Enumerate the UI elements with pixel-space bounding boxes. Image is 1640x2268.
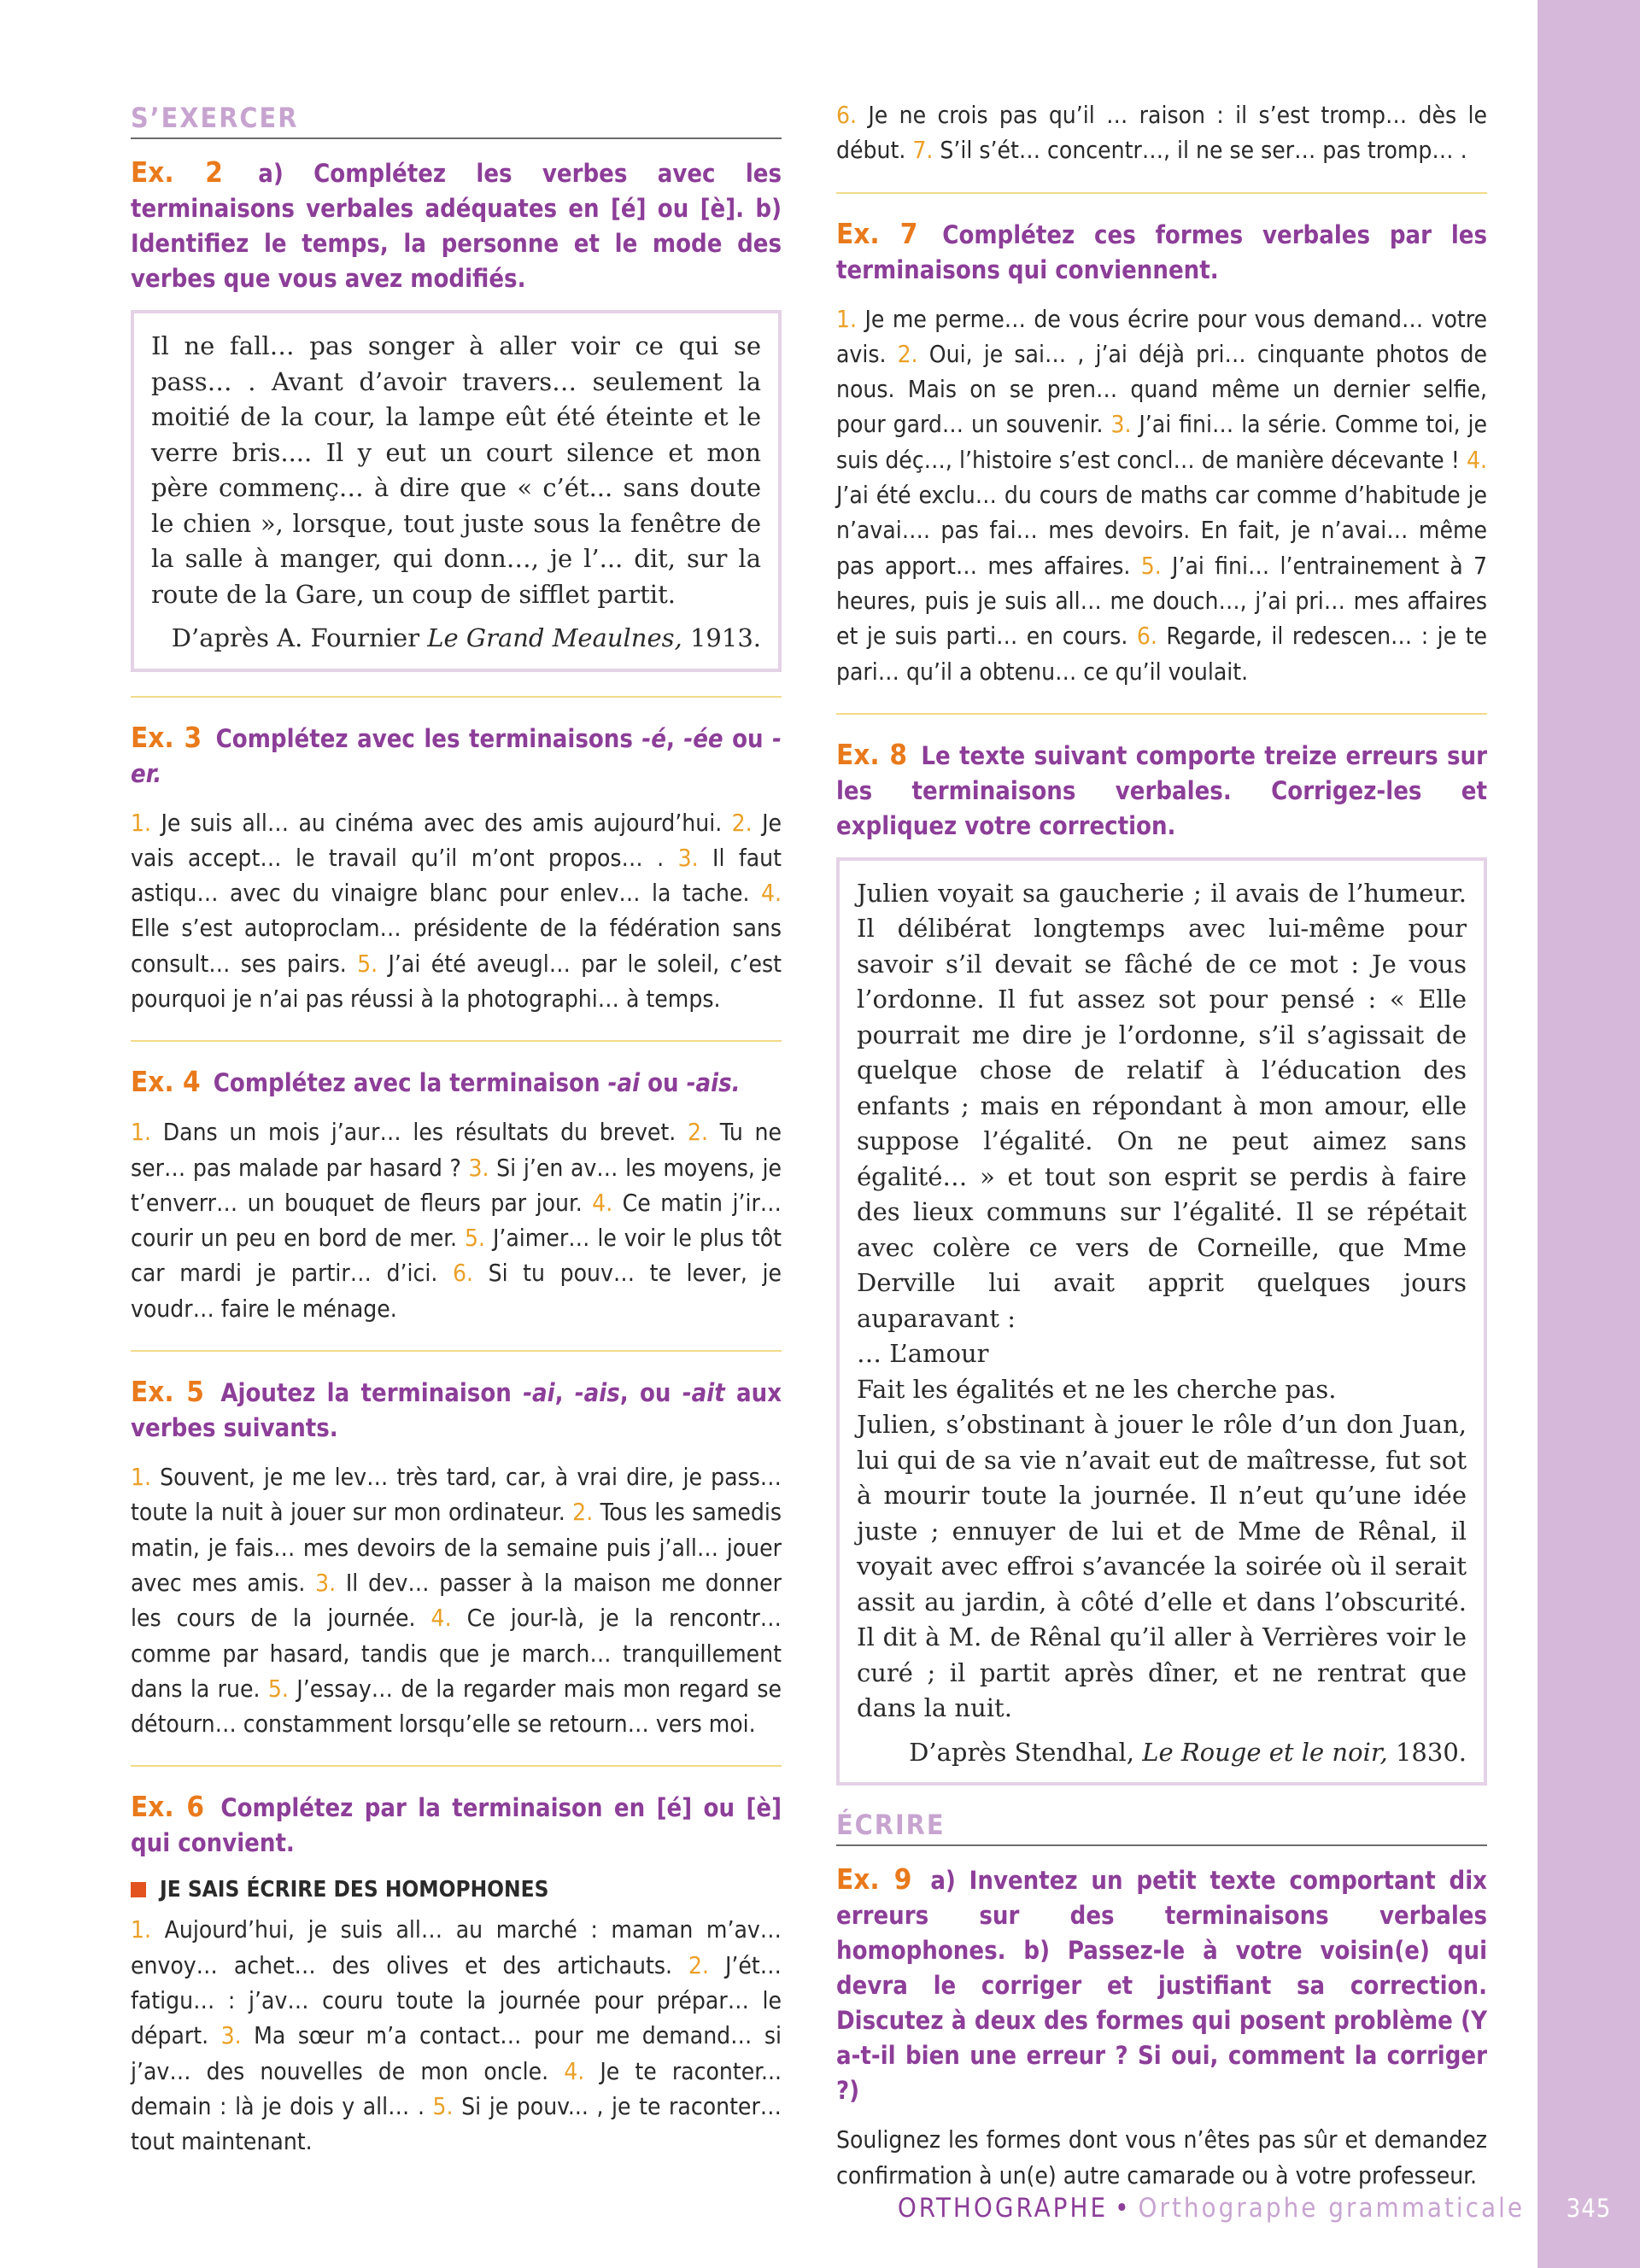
square-bullet-icon — [131, 1882, 146, 1897]
footer — [898, 2191, 1525, 2225]
exercise-8-verse-1: … L’amour — [857, 1339, 989, 1369]
item-text: Si j’en av… les moyens, je t’enverr… un bouquet de fleurs par jour. — [131, 1153, 782, 1217]
item-number: 5. — [432, 2091, 454, 2120]
exercise-7 — [836, 216, 1487, 689]
homophones-label: JE SAIS ÉCRIRE DES HOMOPHONES — [160, 1877, 549, 1903]
exercise-3 — [131, 720, 782, 1017]
exercise-5 — [131, 1374, 782, 1741]
exercise-6-number: Ex. 6 — [131, 1790, 205, 1824]
separator — [836, 713, 1487, 715]
item-number: 3. — [1110, 410, 1132, 439]
footer-bullet: • — [1115, 2193, 1132, 2224]
ending: -ait — [682, 1378, 725, 1408]
section-title-ecrire: ÉCRIRE — [836, 1808, 1487, 1846]
exercise-8-verse-2: Fait les égalités et ne les cherche pas. — [857, 1374, 1337, 1404]
exercise-5-text-end: aux verbes suivants. — [131, 1378, 782, 1443]
exercise-8-quote-box — [836, 857, 1487, 1786]
ending: -ai — [607, 1068, 641, 1098]
exercise-8 — [836, 737, 1487, 1786]
exercise-2-instruction — [131, 155, 782, 296]
item-text: J’ai été exclu… du cours de maths car comme d’habitude je n’avai…. pas fai… mes devoirs. En fait, je n’avai… même pas apport… mes affaires. — [836, 481, 1487, 580]
side-band — [1538, 0, 1640, 2268]
exercise-9-number: Ex. 9 — [836, 1862, 912, 1897]
item-number: 4. — [592, 1188, 613, 1217]
source-year: 1830. — [1387, 1737, 1467, 1767]
item-text: S’il s’ét… concentr…, il ne se ser… pas tromp… . — [933, 136, 1467, 165]
separator-text: , ou — [619, 1378, 682, 1408]
item-text: Souvent, je me lev… très tard, car, à vrai dire, je pass… toute la nuit à jouer sur mon ordinateur. — [131, 1463, 782, 1527]
exercise-3-instruction — [131, 720, 782, 792]
item-text: Tu ne ser… pas malade par hasard ? — [131, 1118, 782, 1182]
separator — [131, 1350, 782, 1352]
exercise-7-instruction — [836, 216, 1487, 288]
item-number: 4. — [1466, 445, 1487, 474]
separator — [131, 696, 782, 698]
item-number: 2. — [731, 808, 753, 837]
item-text: Il faut astiqu… avec du vinaigre blanc pour enlev… la tache. — [131, 843, 782, 908]
item-number: 5. — [1140, 551, 1162, 580]
ending: -ais — [574, 1378, 620, 1408]
separator — [131, 1765, 782, 1767]
exercise-8-quote-paragraph-1: Julien voyait sa gaucherie ; il avais de l’humeur. Il délibérat longtemps avec lui-même pour savoir s’il devait se fâché de ce mot : Je vous l’ordonne. Il fut assez sot pour pensé : « Elle pourrait me dire je l’ordonne, s’il s’agissait de quelque chose de relatif à l’éducation des enfants ; mais en répondant à mon amour, elle suppose l’égalité. On ne peut aimez sans égalité… » et tout son esprit se perdis à faire des lieux communs sur l’égalité. Il se répétait avec colère ce vers de Corneille, que Mme Derville lui avait apprit quelques jours auparavant : — [857, 878, 1467, 1333]
item-number: 2. — [897, 339, 918, 368]
exercise-4 — [131, 1064, 782, 1326]
item-number: 4. — [760, 879, 782, 908]
item-text: Je vais accept… le travail qu’il m’ont propos… . — [131, 808, 782, 872]
exercise-3-number: Ex. 3 — [131, 720, 202, 754]
exercise-8-text: Le texte suivant comporte treize erreurs sur les terminaisons verbales. Corrigez-les et expliquez votre correction. — [836, 740, 1487, 840]
item-text: J’essay… de la regarder mais mon regard se détourn… constamment lorsqu’elle se retourn… vers moi. — [131, 1674, 782, 1739]
exercise-9 — [836, 1862, 1487, 2193]
exercise-2 — [131, 155, 782, 672]
item-number: 4. — [564, 2056, 585, 2085]
item-text: Ce matin j’ir… courir un peu en bord de mer. — [131, 1188, 782, 1253]
separator-text: ou — [723, 723, 773, 753]
item-number: 5. — [267, 1674, 289, 1703]
item-text: J’ai fini… la série. Comme toi, je suis déç…, l’histoire s’est concl… de manière décevante ! — [836, 410, 1488, 474]
exercise-4-text: Complétez avec la terminaison — [213, 1068, 608, 1098]
ending: -é — [641, 723, 666, 753]
ending: -ai — [523, 1378, 555, 1408]
item-number: 2. — [688, 1950, 710, 1979]
footer-topic: Orthographe grammaticale — [1138, 2193, 1525, 2224]
exercise-6-items-left — [131, 1912, 782, 2159]
item-text: Je suis all… au cinéma avec des amis aujourd’hui. — [151, 808, 732, 837]
exercise-6-text: Complétez par la terminaison en [é] ou [è] qui convient. — [131, 1793, 782, 1858]
item-number: 1. — [131, 808, 152, 837]
exercise-5-text: Ajoutez la terminaison — [220, 1378, 524, 1408]
item-text: J’ai fini… l’entrainement à 7 heures, puis je suis all… me douch…, j’ai pri… mes affaires et je suis parti… en cours. — [836, 551, 1487, 651]
exercise-8-quote-paragraph-2: Julien, s’obstinant à jouer le rôle d’un don Juan, lui qui de sa vie n’avait eut de maîtresse, fut sot à mourir toute la journée. Il n’eut qu’une idée juste ; ennuyer de lui et de Mme de Rênal, il voyait avec effroi s’avancée la soirée où il serait assit au jardin, à côté d’elle et dans l’obscurité. Il dit à M. de Rênal qu’il aller à Verrières voir le curé ; il partit après dîner, et ne rentrat que dans la nuit. — [857, 1410, 1467, 1723]
exercise-9-instruction — [836, 1862, 1487, 2108]
page-number: 345 — [1566, 2194, 1612, 2223]
item-text: Si je pouv... , je te raconter… tout maintenant. — [131, 2091, 782, 2156]
ending: -ais. — [686, 1068, 741, 1098]
exercise-2-quote-source — [151, 621, 761, 657]
item-number: 1. — [131, 1915, 152, 1944]
source-title: Le Grand Meaulnes, — [427, 623, 682, 652]
item-text: J’ai été aveugl… par le soleil, c’est pourquoi je n’ai pas réussi à la photographi… à temps. — [131, 949, 782, 1013]
separator-text: ou — [640, 1068, 687, 1098]
item-text: Il dev… passer à la maison me donner les cours de la journée. — [131, 1568, 782, 1633]
exercise-7-number: Ex. 7 — [836, 216, 918, 250]
item-text: J’aimer… le voir le plus tôt car mardi je partir… d’ici. — [131, 1224, 782, 1288]
section-title-sexercer: S’EXERCER — [131, 101, 782, 139]
item-text: Je te raconter... demain : là je dois y all… . — [131, 2056, 782, 2120]
item-number: 1. — [836, 304, 858, 333]
item-number: 4. — [430, 1604, 452, 1633]
source-title: Le Rouge et le noir, — [1142, 1737, 1388, 1767]
exercise-8-number: Ex. 8 — [836, 737, 907, 771]
exercise-6-instruction — [131, 1789, 782, 1861]
item-number: 6. — [1136, 622, 1157, 651]
item-number: 2. — [687, 1118, 709, 1147]
item-text: Tous les samedis matin, je fais… mes devoirs de la semaine puis j’all… jouer avec mes amis. — [131, 1498, 782, 1597]
exercise-8-quote-source — [857, 1735, 1467, 1771]
item-number: 7. — [912, 136, 934, 165]
ending: -er. — [131, 723, 782, 788]
item-number: 1. — [131, 1118, 152, 1147]
exercise-9-text: a) Inventez un petit texte comportant dix erreurs sur des terminaisons verbales homophones. b) Passez-le à votre voisin(e) qui devra le corriger et justifiant sa correction. Discutez à deux des formes qui posent problème (Y a-t-il bien une erreur ? Si oui, comment la corriger ?) — [836, 1866, 1487, 2106]
exercise-6-items-continued — [836, 97, 1487, 168]
item-number: 6. — [452, 1259, 473, 1288]
separator — [131, 1040, 782, 1042]
right-column — [836, 0, 1487, 2193]
item-text: Si tu pouv… te lever, je voudr… faire le ménage. — [131, 1259, 782, 1323]
item-number: 3. — [677, 843, 699, 872]
source-year: 1913. — [682, 623, 761, 652]
exercise-5-items — [131, 1459, 782, 1741]
item-text: Elle s’est autoproclam… présidente de la fédération sans consult… ses pairs. — [131, 914, 782, 978]
exercise-8-instruction — [836, 737, 1487, 844]
exercise-5-number: Ex. 5 — [131, 1375, 204, 1409]
item-text: Ma sœur m’a contact… pour me demand… si j’av… des nouvelles de mon oncle. — [131, 2021, 782, 2085]
item-number: 5. — [464, 1224, 485, 1253]
item-number: 6. — [836, 101, 858, 129]
item-text: Oui, je sai… , j’ai déjà pri… cinquante photos de nous. Mais on se pren… quand même un dernier selfie, pour gard… un souvenir. — [836, 339, 1487, 439]
item-text: Regarde, il redescen… : je te pari… qu’il a obtenu… ce qu’il voulait. — [836, 622, 1487, 686]
item-text: Ce jour-là, je la rencontr… comme par hasard, tandis que je march… tranquillement dans la rue. — [131, 1604, 782, 1703]
exercise-2-number: Ex. 2 — [131, 155, 223, 189]
separator-text: , — [665, 723, 684, 753]
left-column — [131, 0, 782, 2160]
exercise-4-items — [131, 1114, 782, 1326]
exercise-5-instruction — [131, 1374, 782, 1446]
homophones-tip — [131, 1874, 782, 1905]
source-author: D’après Stendhal, — [909, 1737, 1143, 1767]
item-number: 1. — [131, 1463, 152, 1492]
exercise-9-body: Soulignez les formes dont vous n’êtes pas sûr et demandez confirmation à un(e) autre camarade ou à votre professeur. — [836, 2125, 1487, 2189]
item-number: 3. — [220, 2021, 242, 2050]
exercise-3-text: Complétez avec les terminaisons — [215, 723, 642, 753]
footer-subject: ORTHOGRAPHE — [897, 2193, 1109, 2224]
exercise-7-text: Complétez ces formes verbales par les terminaisons qui conviennent. — [836, 219, 1487, 284]
source-author: D’après A. Fournier — [171, 623, 428, 652]
separator-text: , — [554, 1378, 575, 1408]
item-number: 5. — [357, 949, 378, 978]
item-text: Je ne crois pas qu’il … raison : il s’est tromp… dès le début. — [836, 101, 1487, 165]
item-text: J’ét… fatigu… : j’av… couru toute la journée pour prépar… le départ. — [131, 1950, 782, 2050]
exercise-4-number: Ex. 4 — [131, 1065, 201, 1099]
exercise-7-items — [836, 301, 1487, 689]
exercise-3-items — [131, 805, 782, 1017]
exercise-2-quote-text: Il ne fall… pas songer à aller voir ce qui se pass… . Avant d’avoir travers… seulement la moitié de la cour, la lampe eût été éteinte et le verre bris.... Il y eut un court silence et mon père commenç… à dire que « c’ét... sans doute le chien », lorsque, tout juste sous la fenêtre de la salle à manger, qui donn…, je l’... dit, sur la route de la Gare, un coup de sifflet partit. — [151, 331, 761, 609]
exercise-2-quote-box — [131, 310, 782, 672]
ending: -ée — [683, 723, 723, 753]
item-number: 3. — [468, 1153, 489, 1182]
item-text: Aujourd’hui, je suis all… au marché : maman m’av… envoy… achet… des olives et des artichauts. — [131, 1915, 782, 1979]
item-number: 2. — [572, 1498, 594, 1527]
exercise-2-text: a) Complétez les verbes avec les terminaisons verbales adéquates en [é] ou [è]. b) Identifiez le temps, la personne et le mode des verbes que vous avez modifiés. — [131, 159, 782, 293]
separator — [836, 192, 1487, 194]
item-number: 3. — [315, 1568, 337, 1597]
item-text: Dans un mois j’aur… les résultats du brevet. — [151, 1118, 688, 1147]
exercise-6 — [131, 1789, 782, 2159]
item-text: Je me perme… de vous écrire pour vous demand… votre avis. — [836, 304, 1487, 368]
exercise-4-instruction — [131, 1064, 782, 1101]
